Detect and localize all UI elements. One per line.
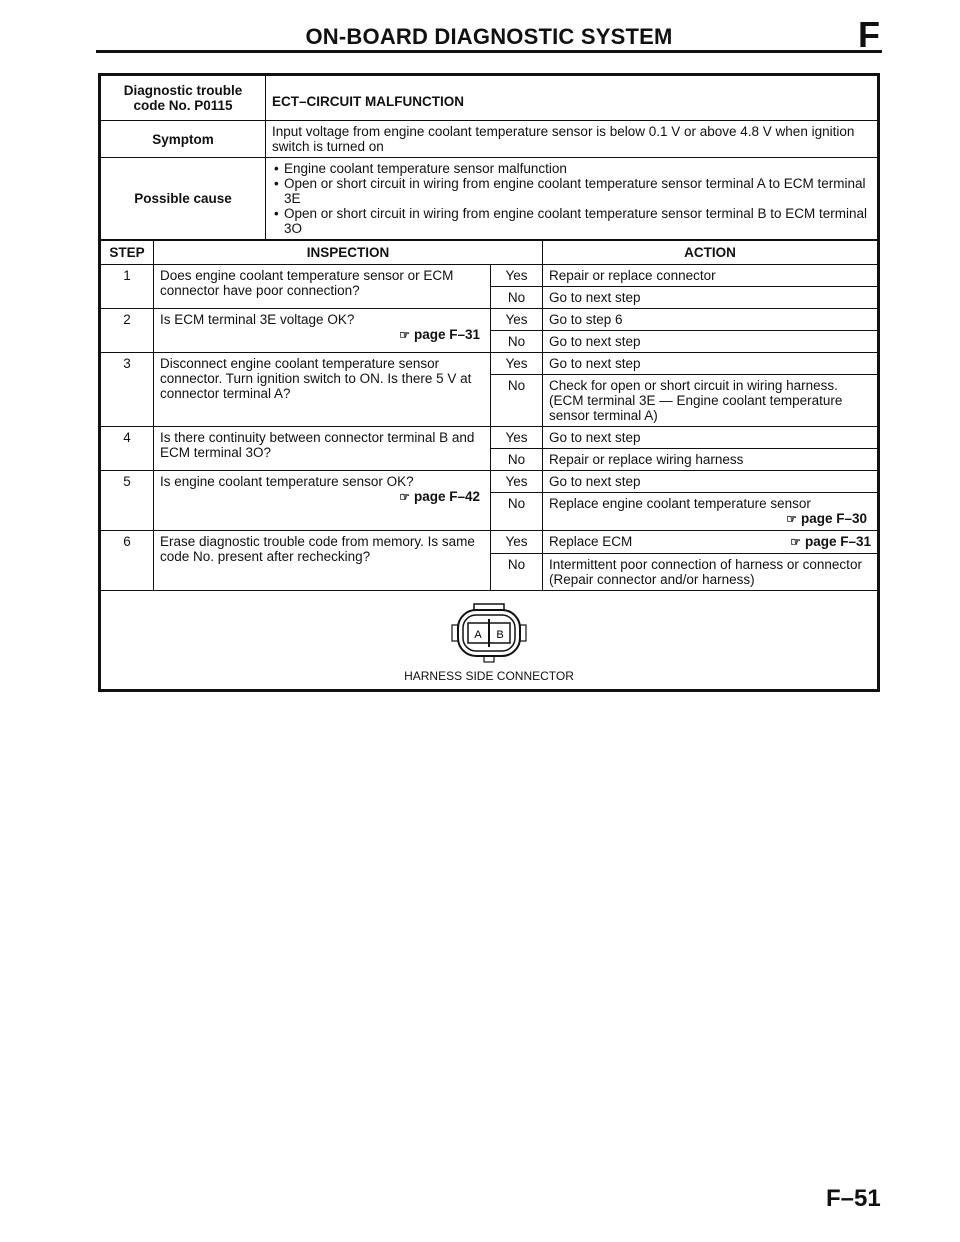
info-table xyxy=(100,75,878,240)
symptom-value: Input voltage from engine coolant temperature sensor is below 0.1 V or above 4.8 V when ignition switch is turned on xyxy=(266,121,878,158)
yes-label: Yes xyxy=(491,471,543,493)
cause-list-cell xyxy=(266,158,878,240)
diagram-cell xyxy=(101,591,878,690)
step-row xyxy=(101,531,878,554)
step-inspection: Does engine coolant temperature sensor or ECM connector have poor connection? xyxy=(154,265,491,309)
step-number: 1 xyxy=(101,265,154,309)
cause-item: • Open or short circuit in wiring from engine coolant temperature sensor terminal B to ECM terminal 3O xyxy=(284,206,871,236)
header-rule xyxy=(96,50,882,53)
no-action: Check for open or short circuit in wiring harness. (ECM terminal 3E — Engine coolant temperature sensor terminal A) xyxy=(543,375,878,427)
step-number: 6 xyxy=(101,531,154,591)
no-label: No xyxy=(491,493,543,531)
col-inspection: INSPECTION xyxy=(154,241,543,265)
pointing-hand-icon: ☞ xyxy=(399,490,410,504)
step-row xyxy=(101,471,878,493)
step-row xyxy=(101,309,878,331)
terminal-b-label: B xyxy=(496,629,504,641)
yes-label: Yes xyxy=(491,427,543,449)
step-inspection-cell xyxy=(154,471,491,531)
step-inspection-cell xyxy=(154,309,491,353)
symptom-row xyxy=(101,121,878,158)
cause-list xyxy=(272,161,871,236)
terminal-a-label: A xyxy=(474,629,482,641)
cause-item: • Open or short circuit in wiring from engine coolant temperature sensor terminal A to ECM terminal 3E xyxy=(284,176,871,206)
step-number: 4 xyxy=(101,427,154,471)
yes-action: Repair or replace connector xyxy=(543,265,878,287)
yes-action: Go to next step xyxy=(543,471,878,493)
dtc-row xyxy=(101,76,878,121)
cause-item: • Engine coolant temperature sensor malfunction xyxy=(284,161,871,176)
yes-action: Go to step 6 xyxy=(543,309,878,331)
harness-connector-diagram xyxy=(444,602,534,666)
page-reference xyxy=(160,327,484,343)
page-reference xyxy=(160,489,484,505)
page-reference-text: page F–30 xyxy=(800,511,867,526)
no-action: Replace engine coolant temperature sensor xyxy=(549,496,811,511)
section-letter: F xyxy=(858,14,880,55)
page-number: F–51 xyxy=(826,1185,881,1212)
diagram-row xyxy=(101,591,878,690)
no-action: Intermittent poor connection of harness or connector (Repair connector and/or harness) xyxy=(543,554,878,591)
no-label: No xyxy=(491,287,543,309)
col-action: ACTION xyxy=(543,241,878,265)
no-label: No xyxy=(491,375,543,427)
yes-action: Replace ECM xyxy=(549,534,633,549)
step-inspection: Is there continuity between connector terminal B and ECM terminal 3O? xyxy=(154,427,491,471)
yes-action-cell xyxy=(543,531,878,554)
yes-label: Yes xyxy=(491,531,543,554)
step-row xyxy=(101,353,878,375)
dtc-value: ECT–CIRCUIT MALFUNCTION xyxy=(266,76,878,121)
yes-label: Yes xyxy=(491,353,543,375)
step-inspection: Is ECM terminal 3E voltage OK? xyxy=(160,312,355,327)
connector-figure xyxy=(107,594,871,686)
diagnostic-frame xyxy=(98,73,880,692)
page-reference xyxy=(790,534,871,550)
page-reference-text: page F–31 xyxy=(804,534,871,549)
step-inspection: Erase diagnostic trouble code from memory. Is same code No. present after rechecking? xyxy=(154,531,491,591)
yes-label: Yes xyxy=(491,265,543,287)
connector-caption: HARNESS SIDE CONNECTOR xyxy=(404,669,574,683)
step-row xyxy=(101,427,878,449)
col-step: STEP xyxy=(101,241,154,265)
pointing-hand-icon: ☞ xyxy=(399,328,410,342)
pointing-hand-icon: ☞ xyxy=(786,512,797,526)
step-number: 3 xyxy=(101,353,154,427)
page-reference-text: page F–42 xyxy=(413,489,480,504)
no-action: Go to next step xyxy=(543,287,878,309)
no-action: Go to next step xyxy=(543,331,878,353)
column-header-row xyxy=(101,241,878,265)
yes-label: Yes xyxy=(491,309,543,331)
no-action-cell xyxy=(543,493,878,531)
no-label: No xyxy=(491,331,543,353)
step-inspection: Disconnect engine coolant temperature sensor connector. Turn ignition switch to ON. Is there 5 V at connector terminal A? xyxy=(154,353,491,427)
page-header xyxy=(96,14,882,54)
step-number: 5 xyxy=(101,471,154,531)
steps-table xyxy=(100,240,878,690)
cause-label: Possible cause xyxy=(101,158,266,240)
cause-row xyxy=(101,158,878,240)
page-reference-text: page F–31 xyxy=(413,327,480,342)
yes-action: Go to next step xyxy=(543,427,878,449)
step-number: 2 xyxy=(101,309,154,353)
page-reference xyxy=(549,511,871,527)
symptom-label: Symptom xyxy=(101,121,266,158)
step-inspection: Is engine coolant temperature sensor OK? xyxy=(160,474,414,489)
step-row xyxy=(101,265,878,287)
yes-action: Go to next step xyxy=(543,353,878,375)
page-title: ON-BOARD DIAGNOSTIC SYSTEM xyxy=(305,24,673,49)
pointing-hand-icon: ☞ xyxy=(790,535,801,549)
no-action: Repair or replace wiring harness xyxy=(543,449,878,471)
no-label: No xyxy=(491,449,543,471)
dtc-label: Diagnostic trouble code No. P0115 xyxy=(101,76,266,121)
no-label: No xyxy=(491,554,543,591)
